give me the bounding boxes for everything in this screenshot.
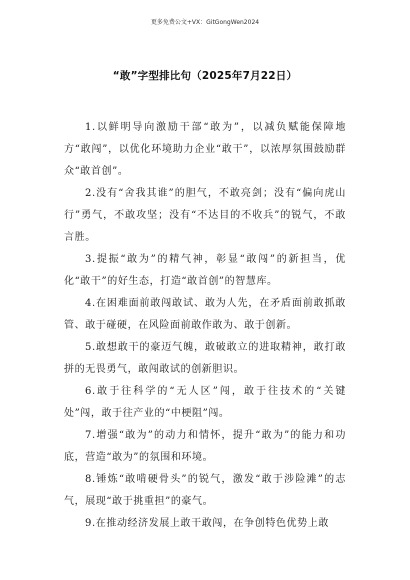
paragraph: 5.敢想敢干的豪迈气魄，敢破敢立的进取精神，敢打敢拼的无畏勇气，敢闯敢试的创新胆识。 (64, 342, 346, 375)
paragraph: 3.提振“敢为”的精气神，彰显“敢闯”的新担当，优化“敢干”的好生态，打造“敢首创”的智慧库。 (64, 254, 346, 287)
paragraph: 9.在推动经济发展上敢干敢闯，在争创特色优势上敢 (85, 518, 329, 529)
paragraph: 2.没有“舍我其谁”的胆气，不敢亮剑；没有“偏向虎山行”勇气，不敢攻坚；没有“不达目的不收兵”的锐气，不敢言胜。 (64, 188, 346, 243)
paragraph: 1.以鲜明导向激励干部“敢为”，以减负赋能保障地方“敢闯”，以优化环境助力企业“敢干”，以浓厚氛围鼓励群众“敢首创”。 (64, 122, 346, 177)
paragraph: 4.在困难面前敢闯敢试、敢为人先，在矛盾面前敢抓敢管、敢于碰硬，在风险面前敢作敢为、敢于创新。 (64, 298, 346, 331)
document-title: “敢”字型排比句（2025年7月22日） (112, 70, 298, 82)
paragraph: 8.锤炼“敢啃硬骨头”的锐气，激发“敢于涉险滩”的志气，展现“敢于挑重担”的豪气。 (64, 474, 346, 507)
paragraph: 6.敢于往科学的“无人区”闯，敢于往技术的“关键处”闯，敢于往产业的“中梗阻”闯。 (64, 386, 346, 419)
document-body (64, 117, 346, 535)
paragraph: 7.增强“敢为”的动力和情怀，提升“敢为”的能力和功底，营造“敢为”的氛围和环境。 (64, 430, 346, 463)
header-note: 更多免费公文+VX：GitGongWen2024 (150, 19, 260, 26)
